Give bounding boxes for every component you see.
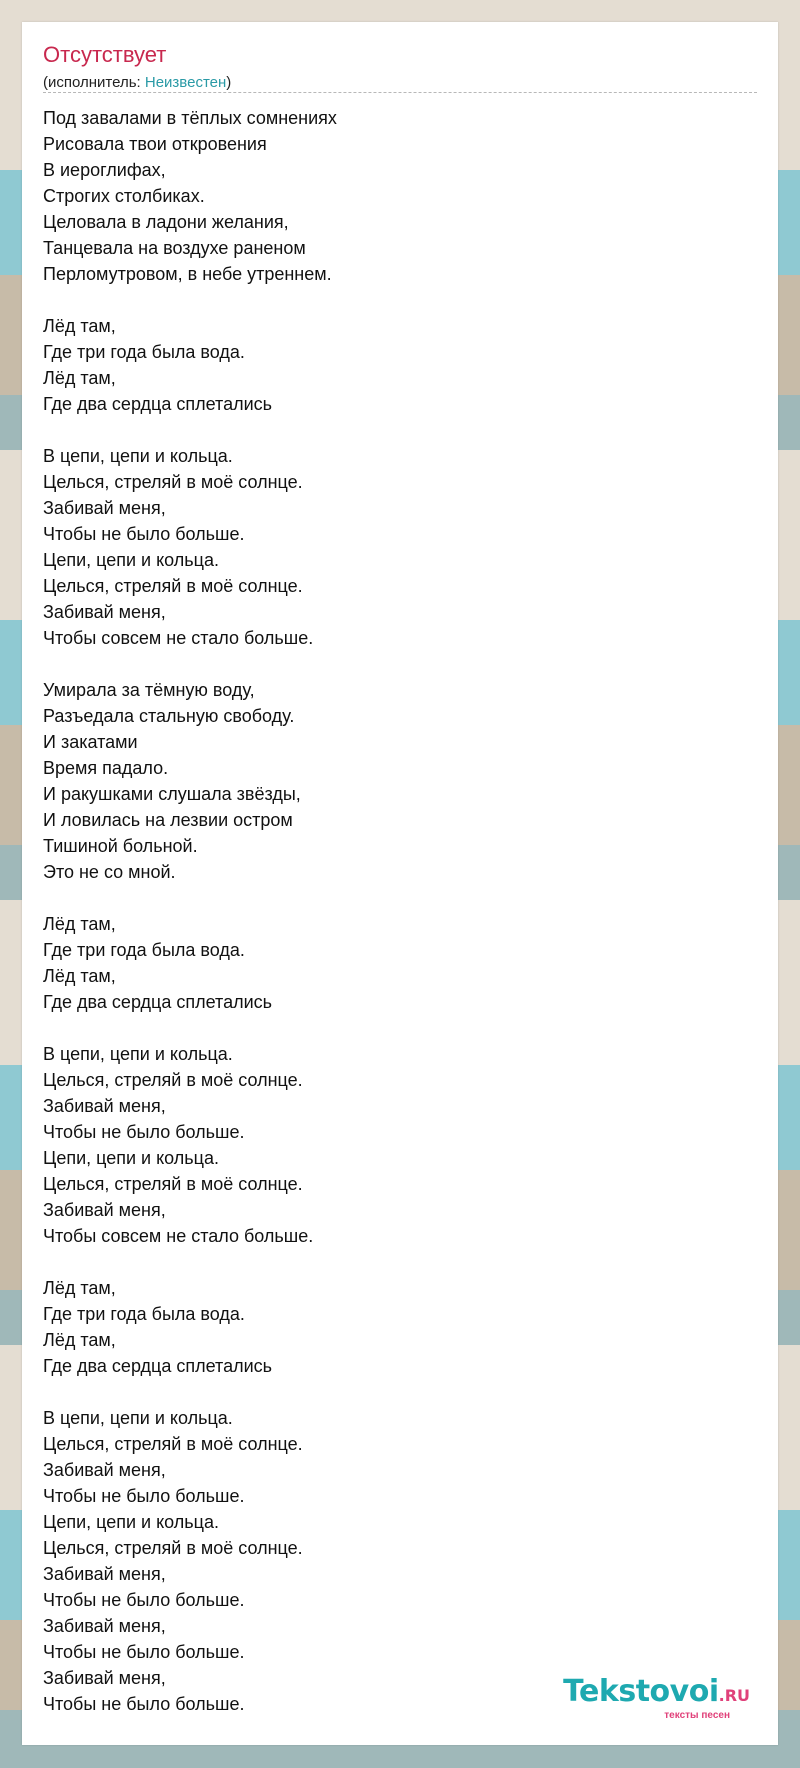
lyric-line: Где два сердца сплетались <box>43 992 273 1012</box>
lyric-line: И ловилась на лезвии остром <box>43 810 293 830</box>
lyric-line: Лёд там, <box>43 1278 116 1298</box>
artist-link[interactable]: Неизвестен <box>144 74 227 91</box>
stanza-break <box>43 885 337 911</box>
lyric-line: Чтобы не было больше. <box>43 524 245 544</box>
lyric-line: Разъедала стальную свободу. <box>43 706 295 726</box>
lyric-line: Лёд там, <box>43 966 116 986</box>
lyric-line: Целься, стреляй в моё солнце. <box>43 1174 303 1194</box>
lyric-line: Где два сердца сплетались <box>43 1356 273 1376</box>
lyric-line: Лёд там, <box>43 316 116 336</box>
stanza-break <box>43 1379 337 1405</box>
lyric-line: В иероглифах, <box>43 160 166 180</box>
lyric-line: Целься, стреляй в моё солнце. <box>43 1538 303 1558</box>
lyric-line: Умирала за тёмную воду, <box>43 680 255 700</box>
stanza-break <box>43 1249 337 1275</box>
lyric-line: Целовала в ладони желания, <box>43 212 289 232</box>
lyric-line: Танцевала на воздухе раненом <box>43 238 306 258</box>
lyric-line: Цепи, цепи и кольца. <box>43 1512 220 1532</box>
logo-wordmark <box>563 1676 750 1712</box>
lyric-line: Забивай меня, <box>43 1460 166 1480</box>
stanza-break <box>43 1015 337 1041</box>
song-title: Отсутствует <box>43 42 167 67</box>
lyric-line: В цепи, цепи и кольца. <box>43 1044 233 1064</box>
artist-suffix: ) <box>226 74 232 91</box>
lyric-line: Где три года была вода. <box>43 342 245 362</box>
lyric-line: Где три года была вода. <box>43 940 245 960</box>
lyric-line: Где два сердца сплетались <box>43 394 273 414</box>
lyric-line: Лёд там, <box>43 914 116 934</box>
logo-main-text: Tekstovoi <box>563 1674 719 1709</box>
lyric-line: Лёд там, <box>43 368 116 388</box>
lyric-line: Рисовала твои откровения <box>43 134 267 154</box>
lyric-line: Лёд там, <box>43 1330 116 1350</box>
lyric-line: И ракушками слушала звёзды, <box>43 784 301 804</box>
lyric-line: Целься, стреляй в моё солнце. <box>43 576 303 596</box>
artist-prefix: (исполнитель: <box>43 74 145 91</box>
lyric-line: Забивай меня, <box>43 1616 166 1636</box>
lyric-line: В цепи, цепи и кольца. <box>43 1408 233 1428</box>
lyrics-card <box>22 22 778 1745</box>
lyric-line: Забивай меня, <box>43 1668 166 1688</box>
lyric-line: Забивай меня, <box>43 498 166 518</box>
lyric-line: Забивай меня, <box>43 1096 166 1116</box>
lyric-line: Тишиной больной. <box>43 836 198 856</box>
logo-tld: .RU <box>718 1686 750 1705</box>
lyric-line: Время падало. <box>43 758 169 778</box>
lyric-line: Это не со мной. <box>43 862 176 882</box>
stanza-break <box>43 651 337 677</box>
lyric-line: Под завалами в тёплых сомнениях <box>43 108 337 128</box>
lyric-line: Забивай меня, <box>43 1564 166 1584</box>
lyric-line: Забивай меня, <box>43 602 166 622</box>
stanza-break <box>43 417 337 443</box>
lyric-line: Чтобы не было больше. <box>43 1486 245 1506</box>
lyric-line: Чтобы совсем не стало больше. <box>43 628 314 648</box>
lyric-line: Цепи, цепи и кольца. <box>43 1148 220 1168</box>
lyric-line: Строгих столбиках. <box>43 186 205 206</box>
lyric-line: И закатами <box>43 732 138 752</box>
lyric-line: Чтобы не было больше. <box>43 1694 245 1714</box>
lyric-line: Чтобы совсем не стало больше. <box>43 1226 314 1246</box>
lyric-line: В цепи, цепи и кольца. <box>43 446 233 466</box>
dashed-divider <box>43 92 757 93</box>
lyric-line: Целься, стреляй в моё солнце. <box>43 1434 303 1454</box>
logo-subtitle: тексты песен <box>664 1710 730 1721</box>
lyric-line: Целься, стреляй в моё солнце. <box>43 472 303 492</box>
tekstovoi-logo[interactable] <box>563 1676 750 1721</box>
lyric-line: Чтобы не было больше. <box>43 1642 245 1662</box>
lyric-line: Перломутровом, в небе утреннем. <box>43 264 332 284</box>
lyric-line: Где три года была вода. <box>43 1304 245 1324</box>
lyric-line: Забивай меня, <box>43 1200 166 1220</box>
lyric-line: Целься, стреляй в моё солнце. <box>43 1070 303 1090</box>
lyric-line: Чтобы не было больше. <box>43 1590 245 1610</box>
stanza-break <box>43 287 337 313</box>
lyric-line: Чтобы не было больше. <box>43 1122 245 1142</box>
artist-line <box>43 74 231 92</box>
lyric-line: Цепи, цепи и кольца. <box>43 550 220 570</box>
lyrics-text <box>43 105 337 1717</box>
